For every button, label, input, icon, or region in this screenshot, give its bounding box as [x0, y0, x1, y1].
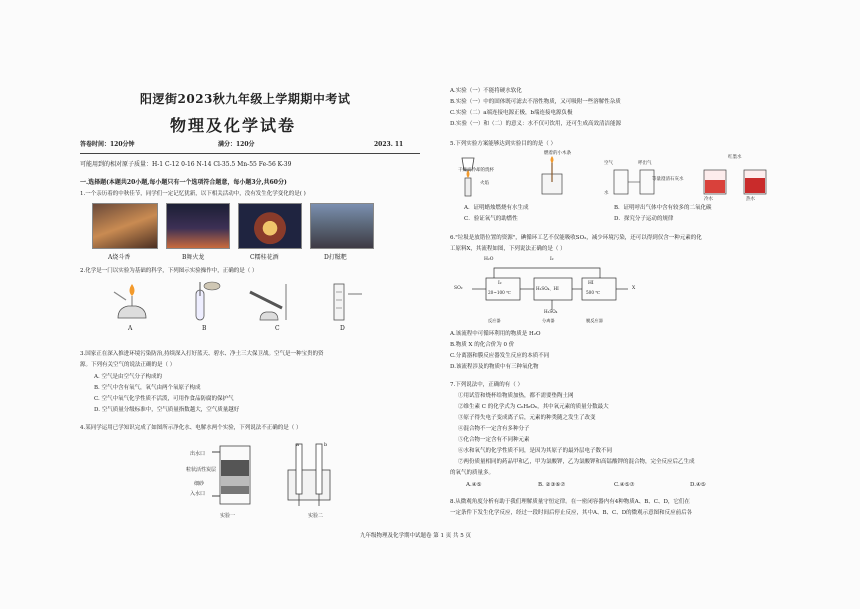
q4-option-b: B.实验（一）中的固体既可滤去不溶性物质，又可吸附一些溶解性杂质 [450, 99, 621, 105]
q7-item-7: ⑦两份质量相同的药品甲和乙，甲为氯酸钾，乙为氯酸钾和高锰酸钾的混合物，完全反应后乙生成 [458, 459, 695, 465]
q3-option-b: B. 空气中含有氧气，氧气由两个氧原子构成 [94, 385, 201, 391]
q2-option-b: B [202, 325, 207, 332]
q5-option-d: D．探究分子运动的规律 [614, 216, 674, 222]
q4-option-d: D.实验（一）和（二）的意义：水不仅可饮用，还可生成高效清洁能源 [450, 121, 621, 127]
q5-label-limewater: 等量澄清石灰水 [652, 177, 684, 182]
q7-item-7-cont: 的氧气的质量多。 [450, 470, 495, 476]
q6-membrane-label: 膜反应器 [586, 318, 603, 323]
q4-label-outlet: 出水口 [190, 451, 206, 457]
q4-label-inlet: 入水口 [190, 491, 206, 497]
q1-image-b [166, 203, 230, 249]
q4-option-a: A.实验（一）不能将硬水软化 [450, 88, 522, 94]
q4-label-sand: 细砂 [194, 481, 205, 487]
q3-option-a: A. 空气是由空气分子构成的 [94, 374, 162, 380]
q6-option-b: B.物质 X 的化合价为 0 价 [450, 342, 515, 348]
q6-separator-label: 分离器 [542, 318, 555, 323]
q5-option-b: B．证明呼出气体中含有较多的二氧化碳 [614, 205, 712, 211]
q4-label-a: a [296, 442, 299, 448]
q4-caption-2: 实验二 [308, 513, 324, 519]
q6-option-d: D.该流程涉及的物质中有三种氧化物 [450, 364, 539, 370]
test-tube-icon [196, 282, 220, 320]
exam-time: 答卷时间：120分钟 [80, 141, 135, 148]
q3-option-c: C. 空气中氧气化学性质不活泼，可用作食品防腐的保护气 [94, 396, 234, 402]
q6-temp1: 20~100 ℃ [488, 290, 511, 295]
q7-item-2: ②维生素 C 的化学式为 C₆H₈O₆，其中氧元素的质量分数最大 [458, 404, 609, 410]
q1-image-d [310, 203, 374, 249]
exam-date: 2023. 11 [374, 141, 404, 148]
atomic-masses: 可能用到的相对原子质量：H-1 C-12 0-16 N-14 Cl-35.5 Mn-55 Fe-56 K-39 [80, 161, 292, 168]
q2-figures [100, 282, 400, 324]
electrolysis-apparatus-icon [288, 444, 330, 506]
q6-i2: I₂ [498, 281, 502, 286]
exam-score: 满分：120分 [218, 141, 255, 148]
q6-reactor-label: 反应器 [488, 318, 501, 323]
q1-stem: 1.一个亲历着的中秋佳节，同学们一定记忆犹新，以下相关活动中，没有发生化学变化的是( ) [80, 191, 306, 197]
q6-x: X [632, 286, 636, 291]
limewater-bottles-icon [614, 170, 654, 194]
q4-label-carbon: 粒状活性炭层 [186, 467, 217, 473]
left-column [70, 0, 420, 609]
q7-item-1: ①用试管和烧杯给物质加热，都不需要垫陶土网 [458, 393, 574, 399]
q5-label-air: 空气 [604, 161, 613, 166]
q6-option-a: A.该流程中可循环利用的物质是 H₂O [450, 331, 541, 337]
q5-label-beaker: 干燥而冷却的烧杯 [458, 168, 494, 173]
q1-option-d: D打糍粑 [324, 254, 347, 261]
q4-figures [216, 440, 346, 510]
graduated-cylinder-icon [334, 284, 362, 320]
q5-label-hot: 热水 [746, 197, 755, 202]
header-divider [80, 153, 420, 154]
q3-option-d: D. 空气质量分级标准中，空气质量指数越大，空气质量越好 [94, 407, 240, 413]
q5-label-ink: 红墨水 [728, 155, 742, 160]
q5-label-flame: 火焰 [480, 181, 489, 186]
q1-option-a: A烧斗香 [108, 254, 131, 261]
q7-option-a: A.④⑤ [466, 482, 482, 488]
q6-i2-top: I₂ [550, 257, 554, 262]
q6-stem-line2: 工原料X，其流程如图，下列说法正确的是（ ） [450, 246, 566, 252]
q6-stem-line1: 6."垃圾是放错位置的资源"，碘循环工艺不仅能吸收SO₂，减少环境污染，还可以得到仅含一种元素的化 [450, 235, 702, 241]
q6-hi: HI [588, 281, 594, 286]
q6-so2: SO₂ [454, 286, 463, 291]
section-heading: 一.选择题(本题共20小题,每小题只有一个选项符合题意，每小题3分,共60分) [80, 179, 287, 186]
candle-beaker-icon [462, 158, 474, 196]
q5-label-cold: 冷水 [704, 197, 713, 202]
alcohol-lamp-icon [114, 284, 146, 318]
q2-stem: 2.化学是一门以实验为基础的科学，下列图示实验操作中，正确的是（ ） [80, 268, 258, 274]
q7-item-3: ③原子得失电子变成离子后，元素的种类随之发生了改变 [458, 415, 596, 421]
q2-option-d: D [340, 325, 345, 332]
exam-subtitle: 物理及化学试卷 [170, 116, 297, 135]
q5-label-breath: 呼出气 [638, 161, 652, 166]
q7-option-c: C.④⑤⑦ [614, 482, 635, 488]
q4-option-c: C.实验（二）a端连接电源正极，b端连接电源负极 [450, 110, 573, 116]
q5-option-c: C．验证氧气的助燃性 [464, 216, 518, 222]
page-footer: 九年级物理及化学期中试题卷 第 1 页 共 5 页 [360, 533, 471, 539]
q6-temp2: 500 ℃ [586, 290, 601, 295]
q1-option-b: B舞火龙 [182, 254, 205, 261]
q7-item-4: ④混合物不一定含有多种分子 [458, 426, 530, 432]
q7-option-d: D.④⑤ [690, 482, 706, 488]
q7-option-b: B. ②③⑥⑦ [538, 482, 566, 488]
q1-image-a [92, 203, 158, 249]
q1-image-c [238, 203, 302, 249]
q6-h2o: H₂O [484, 257, 494, 262]
q8-stem-line2: 一定条件下发生化学反应，经过一段时间后停止反应，其中A、B、C、D的微观示意图和反应前后各 [450, 510, 693, 516]
q5-label-water: 水 [604, 191, 609, 196]
exam-title: 阳逻街2023秋九年级上学期期中考试 [140, 92, 351, 106]
q1-option-c: C糯桂花酒 [250, 254, 279, 261]
q4-stem: 4.某同学运用已学知识完成了如图所示净化水、电解水两个实验，下列说法不正确的是（ ） [80, 425, 302, 431]
q5-label-stick: 燃着的小木条 [544, 151, 571, 156]
heating-tube-icon [250, 284, 286, 320]
q3-stem-line2: 源。下列有关空气的说法正确的是（ ） [80, 362, 176, 368]
q4-label-b: b [324, 442, 328, 448]
q6-option-c: C.分离器和膜反应器发生反应的本质不同 [450, 353, 550, 359]
beakers-ink-icon [704, 170, 766, 194]
q6-h2so4: H₂SO₄ [544, 309, 558, 314]
q7-item-5: ⑤化合物一定含有不同种元素 [458, 437, 530, 443]
q5-figures [454, 156, 784, 198]
water-filter-icon [212, 446, 250, 504]
q5-option-a: A．证明蜡烛燃烧有水生成 [464, 205, 529, 211]
q7-item-6: ⑥水和氧气的化学性质不同，是因为其原子的最外层电子数不同 [458, 448, 613, 454]
q3-stem-line1: 3.国家正在深入推进环境污染防治,持续深入打好蓝天、碧水、净土三大保卫战。空气是一种宝贵的资 [80, 351, 324, 357]
q8-stem-line1: 8.从微观角度分析有助于我们理解质量守恒定律。在一密闭容器内有4种物质A、B、C、D，它们在 [450, 499, 690, 505]
q7-stem: 7.下列说法中，正确的有（ ） [450, 382, 523, 388]
right-column [440, 0, 800, 609]
q2-option-c: C [275, 325, 280, 332]
q4-caption-1: 实验一 [220, 513, 236, 519]
q2-option-a: A [128, 325, 133, 332]
q5-stem: 5.下列实验方案能够达到实验目的的是（ ） [450, 141, 556, 147]
burning-stick-icon [542, 156, 562, 194]
q6-separator-content: H₂SO₄、HI [536, 286, 559, 291]
